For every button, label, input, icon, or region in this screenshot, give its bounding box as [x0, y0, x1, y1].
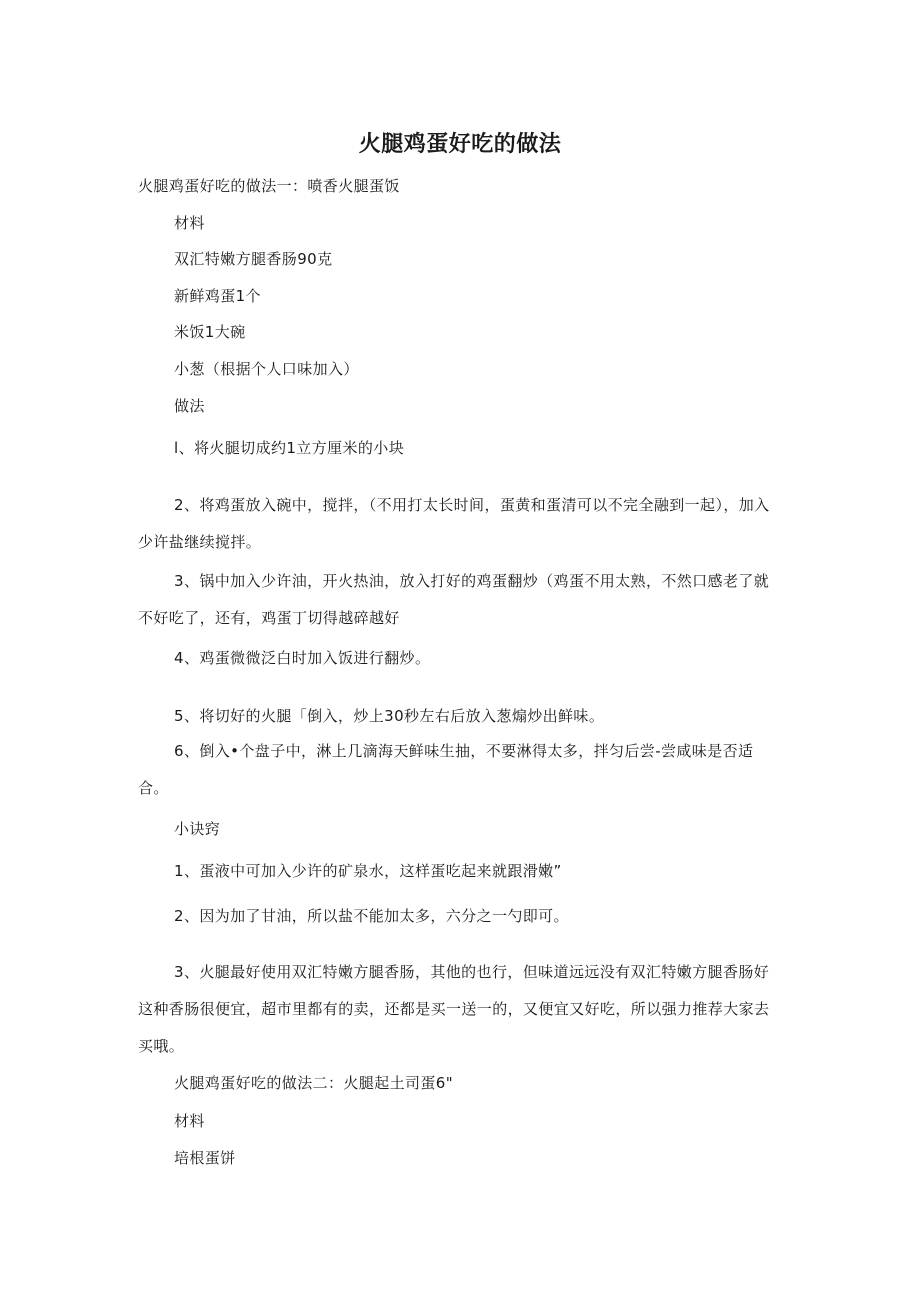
- tip-item: 2、因为加了甘油，所以盐不能加太多，六分之一勺即可。: [174, 907, 569, 925]
- method-step: 4、鸡蛋微微泛白时加入饭进行翻炒。: [174, 649, 431, 667]
- tip-item: 1、蛋液中可加入少许的矿泉水，这样蛋吃起来就跟滑嫩”: [174, 862, 562, 880]
- section-heading-1: 火腿鸡蛋好吃的做法一：喷香火腿蛋饭: [138, 177, 400, 195]
- method-step: 2、将鸡蛋放入碗中，搅拌，（不用打太长时间，蛋黄和蛋清可以不完全融到一起），加入少许盐继续搅拌。: [138, 496, 770, 551]
- method-step: 5、将切好的火腿「倒入，炒上30秒左右后放入葱煽炒出鲜味。: [174, 707, 605, 725]
- tip-item: 3、火腿最好使用双汇特嫩方腿香肠，其他的也行，但味道远远没有双汇特嫩方腿香肠好这种香肠很便宜，超市里都有的卖，还都是买一送一的，又便宜又好吃，所以强力推荐大家去买哦。: [138, 963, 770, 1055]
- materials-label: 材料: [174, 214, 205, 232]
- tips-label: 小诀窍: [174, 820, 221, 838]
- method-step: 3、锅中加入少许油，开火热油，放入打好的鸡蛋翻炒（鸡蛋不用太熟，不然口感老了就不好吃了，还有，鸡蛋丁切得越碎越好: [138, 572, 770, 627]
- ingredient-item: 新鲜鸡蛋1个: [174, 287, 261, 305]
- section-heading-2: 火腿鸡蛋好吃的做法二：火腿起土司蛋6": [174, 1074, 454, 1092]
- ingredient-item: 小葱（根据个人口味加入）: [174, 360, 359, 378]
- page-title: 火腿鸡蛋好吃的做法: [358, 132, 562, 157]
- method-label: 做法: [174, 397, 205, 415]
- method-step: 6、倒入•个盘子中，淋上几滴海天鲜味生抽，不要淋得太多，拌匀后尝-尝咸味是否适合。: [138, 742, 754, 797]
- ingredient-item: 双汇特嫩方腿香肠90克: [174, 250, 333, 268]
- ingredient-item: 米饭1大碗: [174, 323, 246, 341]
- method-step: l、将火腿切成约1立方厘米的小块: [174, 439, 405, 457]
- materials-label: 材料: [174, 1112, 205, 1130]
- ingredient-item: 培根蛋饼: [174, 1149, 236, 1167]
